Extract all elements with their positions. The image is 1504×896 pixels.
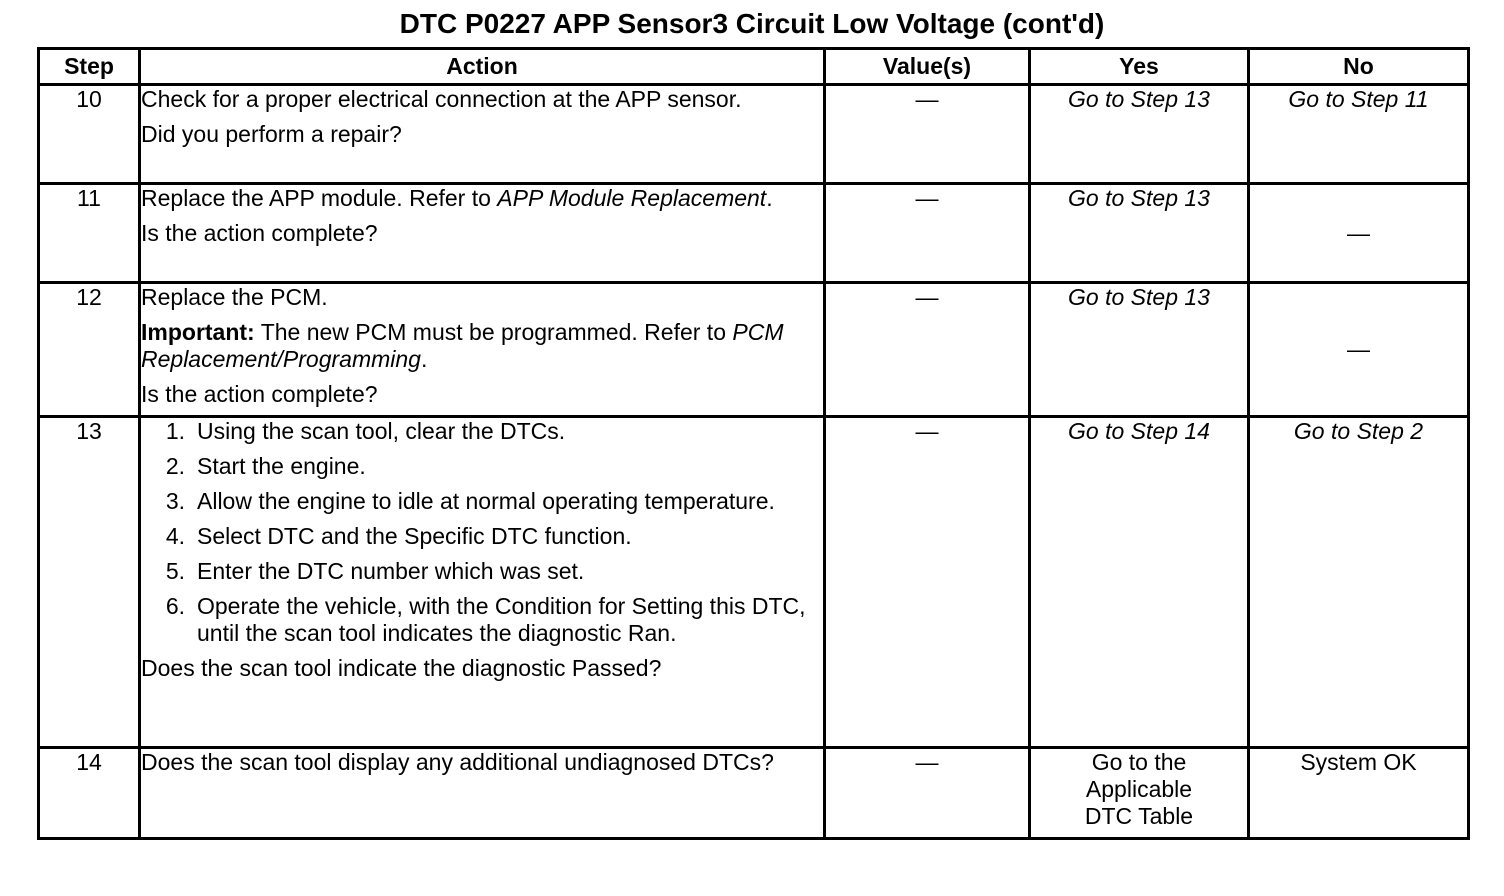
procedure-list xyxy=(141,418,823,647)
header-action: Action xyxy=(140,49,825,85)
yes-cell: Go to Step 13 xyxy=(1030,184,1249,283)
table-row xyxy=(39,85,1469,184)
list-item xyxy=(141,418,823,445)
action-text xyxy=(141,185,823,212)
no-cell: — xyxy=(1249,184,1469,283)
list-item-number: 5. xyxy=(165,558,185,584)
list-item-number: 4. xyxy=(165,523,185,549)
table-row xyxy=(39,283,1469,417)
list-item-text: Allow the engine to idle at normal operating temperature. xyxy=(197,488,775,514)
page-title: DTC P0227 APP Sensor3 Circuit Low Voltage (cont'd) xyxy=(399,8,1105,39)
list-item-number: 1. xyxy=(165,418,185,444)
yes-cell: Go to Step 13 xyxy=(1030,85,1249,184)
table-row xyxy=(39,184,1469,283)
action-question: Does the scan tool indicate the diagnostic Passed? xyxy=(141,655,662,681)
action-text: Replace the PCM. xyxy=(141,284,328,310)
no-cell: Go to Step 11 xyxy=(1249,85,1469,184)
list-item-number: 2. xyxy=(165,453,185,479)
step-number: 13 xyxy=(39,417,140,748)
action-cell xyxy=(140,417,825,748)
table-row xyxy=(39,748,1469,839)
reference-link: PCM Replacement/Programming xyxy=(141,319,784,372)
list-item-text: Operate the vehicle, with the Condition for Setting this DTC, until the scan tool indicates the diagnostic Ran. xyxy=(197,593,806,646)
list-item-text: Start the engine. xyxy=(197,453,366,479)
action-question: Is the action complete? xyxy=(141,220,378,246)
header-row xyxy=(39,49,1469,85)
no-cell: — xyxy=(1249,283,1469,417)
list-item-number: 6. xyxy=(165,593,185,619)
diagnostic-table xyxy=(37,47,1470,840)
value-cell: — xyxy=(825,85,1030,184)
value-cell: — xyxy=(825,748,1030,839)
yes-line: Applicable xyxy=(1085,776,1193,802)
list-item xyxy=(141,488,823,515)
list-item-text: Select DTC and the Specific DTC function. xyxy=(197,523,632,549)
action-cell xyxy=(140,283,825,417)
step-number: 11 xyxy=(39,184,140,283)
header-values: Value(s) xyxy=(825,49,1030,85)
list-item xyxy=(141,558,823,585)
no-cell: System OK xyxy=(1249,748,1469,839)
action-question: Did you perform a repair? xyxy=(141,121,402,147)
step-number: 10 xyxy=(39,85,140,184)
list-item-text: Using the scan tool, clear the DTCs. xyxy=(197,418,566,444)
step-number: 12 xyxy=(39,283,140,417)
important-text: The new PCM must be programmed. Refer to xyxy=(254,319,733,345)
action-question: Is the action complete? xyxy=(141,381,378,407)
yes-cell: Go to Step 13 xyxy=(1030,283,1249,417)
yes-cell xyxy=(1030,748,1249,839)
yes-cell: Go to Step 14 xyxy=(1030,417,1249,748)
action-cell xyxy=(140,184,825,283)
list-item xyxy=(141,453,823,480)
value-cell: — xyxy=(825,283,1030,417)
header-yes: Yes xyxy=(1030,49,1249,85)
important-note xyxy=(141,319,823,373)
header-no: No xyxy=(1249,49,1469,85)
step-number: 14 xyxy=(39,748,140,839)
action-question: Does the scan tool display any additional undiagnosed DTCs? xyxy=(141,749,774,775)
yes-line: Go to the xyxy=(1091,749,1187,775)
action-cell xyxy=(140,748,825,839)
no-cell: Go to Step 2 xyxy=(1249,417,1469,748)
list-item-text: Enter the DTC number which was set. xyxy=(197,558,585,584)
action-text-prefix: Replace the APP module. Refer to xyxy=(141,185,498,211)
value-cell: — xyxy=(825,417,1030,748)
header-step: Step xyxy=(39,49,140,85)
value-cell: — xyxy=(825,184,1030,283)
action-text: Check for a proper electrical connection at the APP sensor. xyxy=(141,86,742,112)
yes-line: DTC Table xyxy=(1084,803,1194,829)
action-cell xyxy=(140,85,825,184)
important-label: Important: xyxy=(141,319,255,345)
action-text-suffix: . xyxy=(766,185,773,211)
list-item xyxy=(141,523,823,550)
list-item-number: 3. xyxy=(165,488,185,514)
reference-link: APP Module Replacement xyxy=(497,185,767,211)
list-item xyxy=(141,593,823,647)
important-suffix: . xyxy=(420,346,428,372)
table-row xyxy=(39,417,1469,748)
